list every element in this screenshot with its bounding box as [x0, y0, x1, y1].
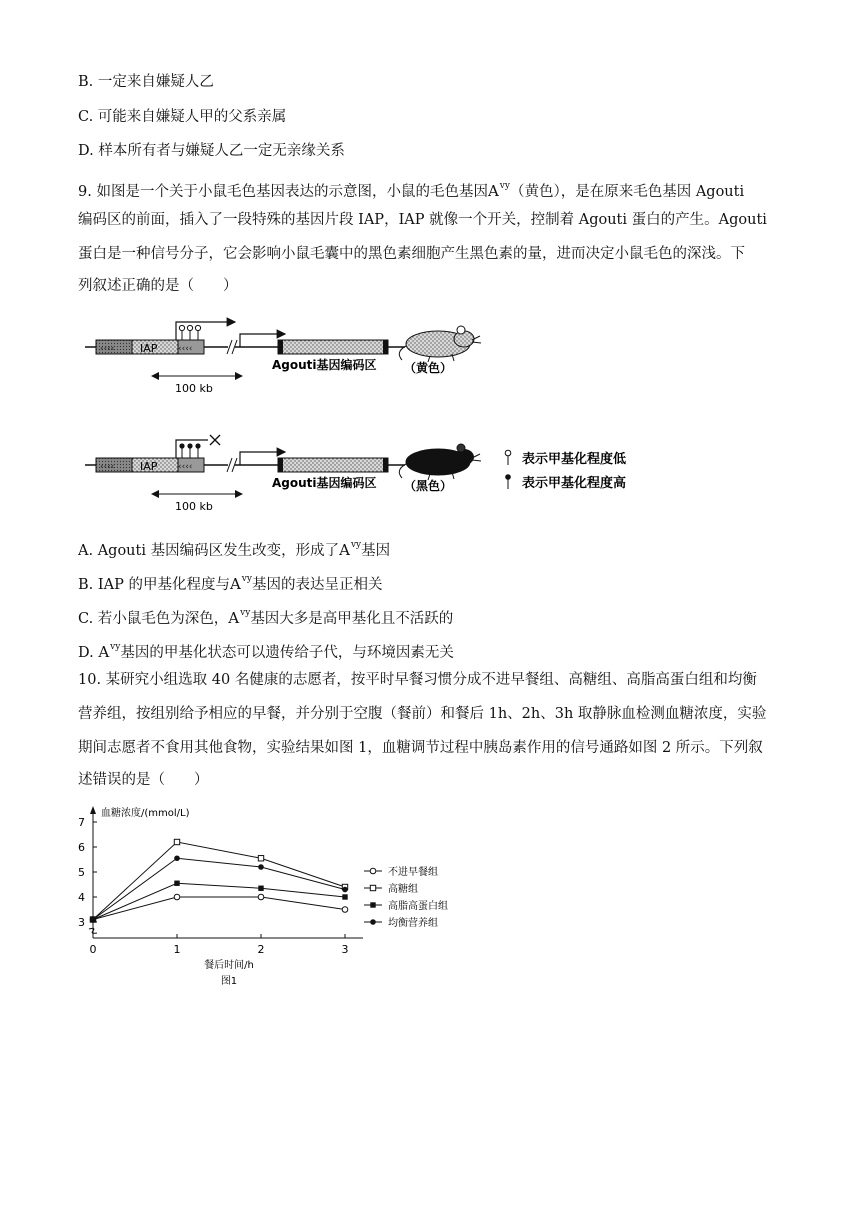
y-axis-arrow: [90, 806, 96, 814]
y-tick-label: 5: [78, 866, 85, 879]
option-c-prev: C. 可能来自嫌疑人甲的父系亲属: [78, 109, 287, 125]
q9-stem-text: 9. 如图是一个关于小鼠毛色基因表达的示意图，小鼠的毛色基因: [78, 184, 488, 200]
q9-option-a: [78, 535, 390, 561]
option-c-text-post: 基因大多是高甲基化且不活跃的: [250, 611, 454, 627]
option-c-text: C. 若小鼠毛色为深色，: [78, 611, 229, 627]
legend-label: 高脂高蛋白组: [388, 901, 448, 912]
data-point: [258, 856, 263, 861]
svg-text:‹‹‹‹: ‹‹‹‹: [178, 462, 193, 472]
y-tick-label: 7: [78, 816, 85, 829]
legend-label: 高糖组: [388, 884, 418, 895]
gene-symbol: A: [228, 609, 240, 627]
legend-low-label: 表示甲基化程度低: [522, 452, 627, 467]
option-b-prev: B. 一定来自嫌疑人乙: [78, 74, 214, 90]
yellow-mouse-icon: [399, 326, 481, 362]
data-point: [174, 894, 180, 900]
q10-stem-line-3: 期间志愿者不食用其他食物，实验结果如图 1，血糖调节过程中胰岛素作用的信号通路如图 2 所示。下列叙: [78, 740, 763, 756]
data-point: [90, 917, 96, 923]
coding-region-label-2: Agouti基因编码区: [272, 476, 377, 490]
gene-construct-yellow: [85, 322, 481, 395]
q9-option-c: [78, 603, 453, 629]
legend-marker: [370, 919, 376, 925]
series-line: [93, 897, 345, 920]
data-point: [174, 839, 179, 844]
option-a-text: A. Agouti 基因编码区发生改变，形成了: [78, 543, 340, 559]
data-point: [258, 886, 263, 891]
gene-superscript: vy: [110, 642, 121, 652]
gene-diagram: [80, 312, 680, 522]
black-label: （黑色）: [404, 479, 453, 493]
option-b-text-post: 基因的表达呈正相关: [251, 577, 383, 593]
gene-symbol: A: [487, 182, 499, 200]
series-line: [93, 883, 345, 919]
q9-stem-text-post: （黄色），是在原来毛色基因 Agouti: [509, 184, 745, 200]
x-tick-label: 2: [257, 943, 265, 956]
gene-superscript: vy: [499, 181, 510, 191]
option-d-text: D.: [78, 645, 99, 661]
data-point: [342, 887, 348, 893]
iap-label: IAP: [140, 342, 158, 355]
legend-high-label: 表示甲基化程度高: [522, 476, 627, 491]
y-tick-label: 3: [78, 916, 85, 929]
svg-text:‹‹‹‹: ‹‹‹‹: [100, 462, 115, 472]
legend-marker: [370, 902, 375, 907]
data-point: [258, 864, 264, 870]
option-d-text-post: 基因的甲基化状态可以遗传给子代，与环境因素无关: [120, 645, 454, 661]
series-line: [93, 858, 345, 919]
data-point: [258, 894, 264, 900]
gene-superscript: vy: [241, 574, 252, 584]
legend-marker: [370, 885, 375, 890]
q9-stem-line-2: 编码区的前面，插入了一段特殊的基因片段 IAP，IAP 就像一个开关，控制着 Agouti 蛋白的产生。Agouti: [78, 212, 767, 228]
coding-region-label: Agouti基因编码区: [272, 358, 377, 372]
legend-label: 均衡营养组: [388, 918, 438, 929]
yellow-label: （黄色）: [404, 361, 453, 375]
chart-title: 图1: [220, 976, 238, 987]
gene-superscript: vy: [240, 608, 251, 618]
legend-label: 不进早餐组: [388, 867, 438, 878]
methylation-legend: [505, 450, 627, 491]
q10-stem-line-4: 述错误的是（ ）: [78, 772, 209, 788]
data-point: [342, 894, 347, 899]
q9-stem-line-4: 列叙述正确的是（ ）: [78, 278, 238, 294]
q9-option-b: [78, 569, 382, 595]
scale-label-2: 100 kb: [175, 500, 213, 513]
q10-stem-line-1: 10. 某研究小组选取 40 名健康的志愿者，按平时早餐习惯分成不进早餐组、高糖组、高脂高蛋白组和均衡: [78, 672, 757, 688]
x-tick-label: 0: [89, 943, 97, 956]
gene-superscript: vy: [350, 540, 362, 550]
x-tick-label: 3: [341, 943, 349, 956]
y-tick-label: 4: [78, 891, 85, 904]
scale-label: 100 kb: [175, 382, 213, 395]
gene-symbol: A: [339, 541, 350, 559]
data-point: [342, 907, 348, 913]
x-axis-label: 餐后时间/h: [204, 960, 254, 971]
svg-text:‹‹‹‹: ‹‹‹‹: [100, 344, 115, 354]
q10-stem-line-2: 营养组，按组别给予相应的早餐，并分别于空腹（餐前）和餐后 1h、2h、3h 取静脉血检测血糖浓度，实验: [78, 706, 767, 722]
y-axis-label: 血糖浓度/(mmol/L): [101, 808, 190, 819]
iap-label-2: IAP: [140, 460, 158, 473]
q9-stem-line-1: [78, 176, 744, 202]
black-mouse-icon: [399, 444, 481, 480]
y-tick-label: 6: [78, 841, 85, 854]
q9-stem-line-3: 蛋白是一种信号分子，它会影响小鼠毛囊中的黑色素细胞产生黑色素的量，进而决定小鼠毛色的深浅。下: [78, 246, 745, 262]
option-a-text-post: 基因: [361, 543, 391, 559]
q9-option-d: [78, 637, 454, 663]
option-b-text: B. IAP 的甲基化程度与: [78, 577, 230, 593]
data-point: [174, 855, 180, 861]
option-d-prev: D. 样本所有者与嫌疑人乙一定无亲缘关系: [78, 143, 345, 159]
series-line: [93, 842, 345, 920]
gene-symbol: A: [229, 575, 241, 593]
legend-marker: [370, 868, 376, 874]
data-point: [174, 881, 179, 886]
blood-glucose-chart: [78, 800, 498, 1000]
svg-text:‹‹‹‹: ‹‹‹‹: [178, 344, 193, 354]
gene-construct-black: [85, 435, 481, 513]
x-tick-label: 1: [173, 943, 181, 956]
gene-symbol: A: [98, 643, 110, 661]
